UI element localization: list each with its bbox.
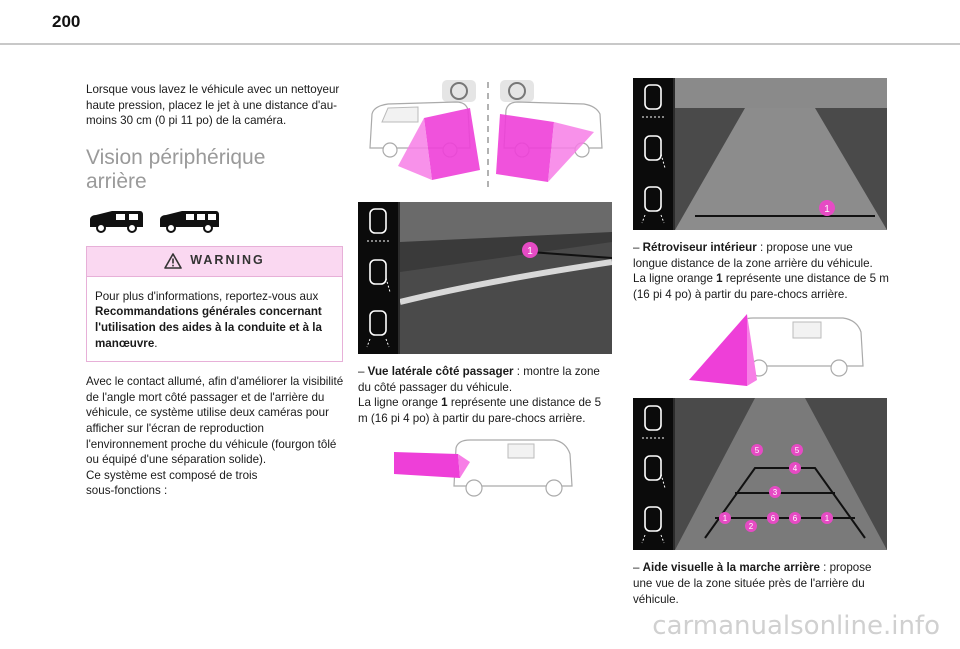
warning-text-bold: Recommandations générales concernant l'utilisation des aides à la conduite et à la manœuvre (95, 305, 322, 350)
warning-title: WARNING (190, 253, 265, 268)
mirror-view-camera-image (633, 78, 887, 230)
middle-column (358, 82, 612, 502)
car-rear-view-icon (640, 83, 666, 123)
body-line2: Ce système est composé de trois (86, 468, 258, 482)
warning-text-after: . (154, 336, 158, 350)
reverse-marker-label: 3 (772, 488, 778, 498)
camera-mode-icons-reverse (633, 398, 673, 550)
reverse-caption-bold: Aide visuelle à la marche arrière (642, 561, 820, 575)
watermark: carmanualsonline.info (652, 611, 940, 641)
reverse-marker-label: 6 (770, 514, 776, 524)
mirror-caption-bold: Rétroviseur intérieur (642, 241, 757, 254)
reverse-aid-camera-image (633, 398, 887, 550)
side-caption-dash: – (358, 365, 368, 378)
side-caption-line2-bold: 1 (441, 396, 448, 410)
car-rear-view-icon (640, 404, 666, 444)
side-view-marker: 1 (527, 246, 533, 257)
reverse-caption-dash: – (633, 561, 643, 575)
car-side-view-icon (640, 134, 666, 174)
side-caption-line2-before: La ligne orange (358, 396, 442, 410)
mirror-caption-line2-after: représente une distance de 5 m (16 pi 4 po) à partir du pare-chocs arrière. (633, 272, 889, 301)
mirror-view-caption (633, 240, 889, 302)
camera-mode-icons-mirror (633, 78, 673, 230)
mirror-caption-line2-before: La ligne orange (633, 272, 717, 286)
vehicle-type-icons (86, 206, 344, 236)
camera-coverage-illustration (358, 78, 612, 194)
car-reverse-aid-icon (640, 505, 666, 545)
reverse-marker-label: 4 (792, 464, 798, 474)
camera-mode-icons (358, 202, 398, 354)
side-view-camera-image (358, 202, 612, 354)
warning-text-before: Pour plus d'informations, reportez-vous aux (95, 289, 319, 303)
reverse-caption-text: : propose une vue de la zone située près de l'arrière du véhicule. (633, 561, 872, 606)
warning-body (87, 277, 342, 361)
van-long-icon (156, 207, 222, 235)
page-number: 200 (52, 12, 81, 31)
body-paragraph (86, 374, 344, 499)
side-caption-text: : montre la zone du côté passager du véhicule. (358, 365, 600, 394)
mirror-view-marker: 1 (824, 204, 830, 215)
body-line3: sous-fonctions : (86, 484, 168, 498)
mirror-view-scene (675, 78, 887, 230)
car-reverse-aid-icon (640, 185, 666, 225)
mirror-caption-dash: – (633, 241, 643, 254)
intro-text: Lorsque vous lavez le véhicule avec un nettoyeur haute pression, placez le jet à une distance d'au-moins 30 cm (0 pi 11 po) de la caméra. (86, 83, 340, 128)
section-title-line2: arrière (86, 169, 147, 193)
header-rule (0, 43, 960, 45)
reverse-marker-label: 6 (792, 514, 798, 524)
left-column (86, 82, 344, 499)
intro-paragraph (86, 82, 344, 129)
reverse-marker-label: 5 (754, 446, 760, 456)
mirror-caption-text: : propose une vue longue distance de la zone arrière du véhicule. (633, 241, 873, 270)
right-column (633, 78, 889, 607)
side-caption-line2-after: représente une distance de 5 m (16 pi 4 po) à partir du pare-chocs arrière. (358, 396, 602, 425)
body-line1: Avec le contact allumé, afin d'améliorer la visibilité de l'angle mort côté passager et de l'arrière du véhicule, ce système utilise deux caméras pour afficher sur l'écran de reproduction l'environnement proche du véhicule (fourgon tôlé ou équipé d'une séparation solide). (86, 375, 344, 467)
mirror-caption-line2-bold: 1 (716, 272, 723, 286)
car-side-view-icon (640, 454, 666, 494)
reverse-aid-scene (675, 398, 887, 550)
side-view-scene (400, 202, 612, 354)
side-caption-bold: Vue latérale côté passager (367, 365, 514, 378)
section-title-line1: Vision périphérique (86, 145, 266, 169)
rear-camera-van-illustration (633, 310, 889, 390)
car-rear-view-icon (365, 207, 391, 247)
reverse-marker-label: 2 (748, 522, 754, 532)
warning-box (86, 246, 343, 362)
van-short-icon (86, 207, 146, 235)
car-side-view-icon (365, 258, 391, 298)
reverse-marker-label: 5 (794, 446, 800, 456)
car-reverse-aid-icon (365, 309, 391, 349)
reverse-marker-label: 1 (722, 514, 728, 524)
section-title (86, 146, 344, 194)
reverse-aid-caption (633, 560, 889, 607)
reverse-marker-label: 1 (824, 514, 830, 524)
side-view-van-illustration (358, 434, 612, 502)
warning-triangle-icon (164, 253, 182, 269)
warning-header (87, 247, 342, 277)
side-view-caption (358, 364, 612, 426)
